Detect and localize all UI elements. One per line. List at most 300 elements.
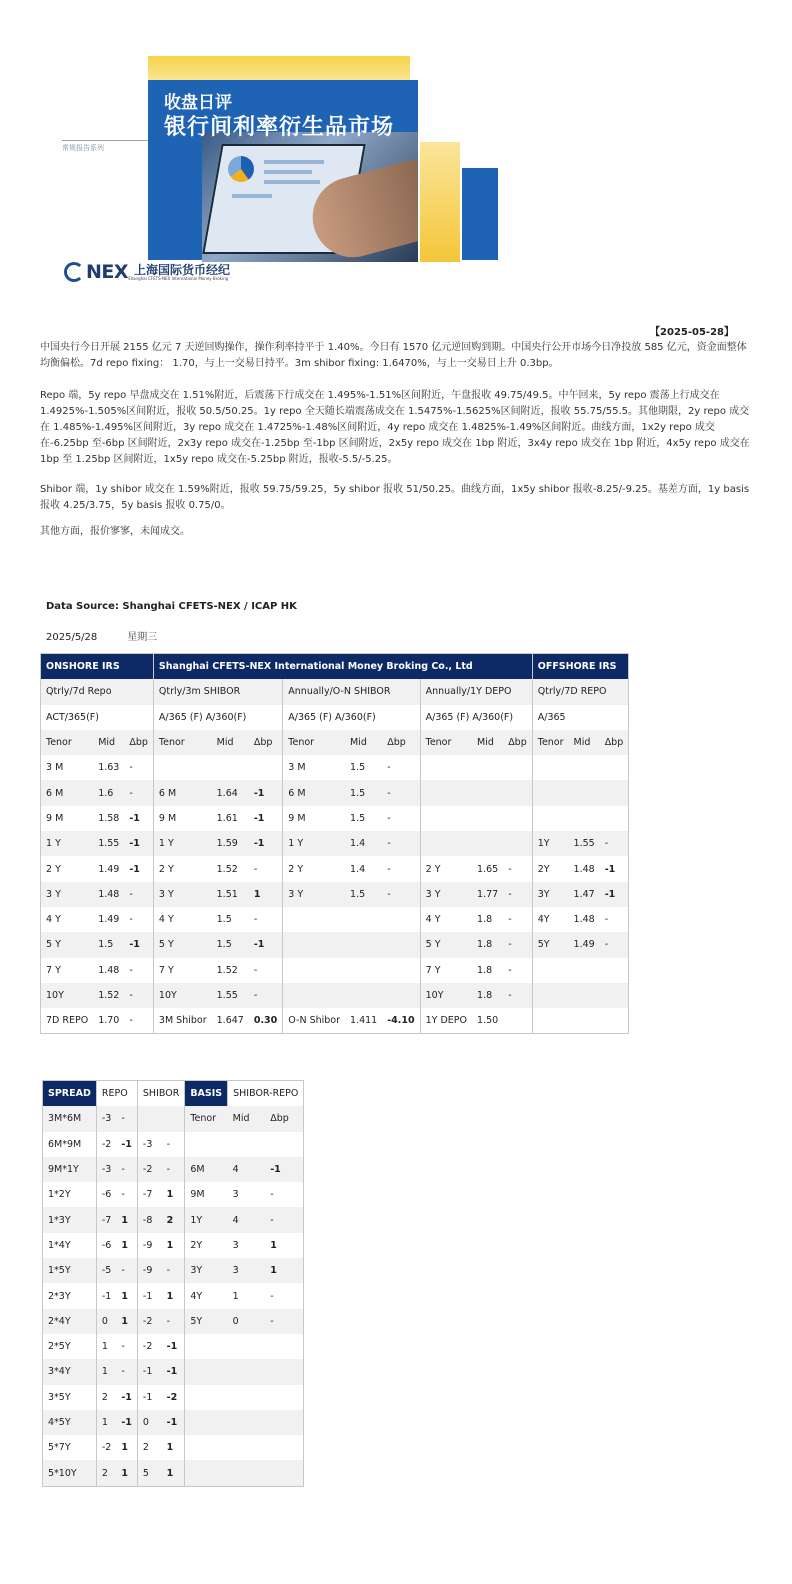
spread-cell: -1 bbox=[137, 1385, 161, 1410]
spread-cell: -1 bbox=[121, 1138, 132, 1150]
spread-cell: 3*5Y bbox=[48, 1391, 71, 1403]
basis-header: BASIS bbox=[185, 1081, 228, 1107]
irs-cell bbox=[472, 755, 503, 780]
irs-cell bbox=[503, 1008, 532, 1034]
irs-cell: 1.55 bbox=[569, 831, 600, 856]
irs-cell: 1.64 bbox=[212, 780, 249, 805]
irs-daycount-label: A/365 (F) A/360(F) bbox=[153, 705, 282, 730]
irs-cell: 5 Y bbox=[153, 932, 211, 957]
irs-cell: -1 bbox=[124, 932, 153, 957]
table-row bbox=[41, 907, 629, 932]
table-row bbox=[41, 958, 629, 983]
irs-cell bbox=[420, 780, 472, 805]
irs-cell bbox=[532, 958, 568, 983]
irs-cell: 1Y bbox=[532, 831, 568, 856]
spread-cell: 5 bbox=[137, 1460, 161, 1486]
irs-cell: - bbox=[253, 964, 258, 976]
spread-cell: -9 bbox=[137, 1233, 161, 1258]
irs-daycount-label: A/365 (F) A/360(F) bbox=[420, 705, 532, 730]
irs-cell: 5Y bbox=[532, 932, 568, 957]
irs-column-label: Δbp bbox=[124, 730, 153, 755]
irs-cell: 1.4 bbox=[350, 863, 366, 875]
table-row bbox=[43, 1309, 304, 1334]
offshore-irs-header: OFFSHORE IRS bbox=[532, 654, 629, 680]
spread-cell: 9M*1Y bbox=[43, 1157, 97, 1182]
spread-cell bbox=[265, 1132, 304, 1157]
irs-cell: - bbox=[382, 780, 420, 805]
spread-cell: 1 bbox=[96, 1359, 116, 1384]
spread-cell: - bbox=[116, 1157, 137, 1182]
irs-cell bbox=[345, 983, 382, 1008]
spread-cell bbox=[228, 1385, 266, 1410]
irs-cell: - bbox=[249, 983, 283, 1008]
spread-cell: -1 bbox=[265, 1157, 304, 1182]
table-weekday: 星期三 bbox=[127, 632, 158, 643]
irs-cell: 4 Y bbox=[420, 907, 472, 932]
spread-cell bbox=[265, 1435, 304, 1460]
table-row bbox=[43, 1258, 304, 1283]
spread-cell: Tenor bbox=[185, 1106, 228, 1131]
irs-cell bbox=[249, 755, 283, 780]
irs-cell: 1.8 bbox=[472, 983, 503, 1008]
spread-cell: 1*2Y bbox=[48, 1189, 71, 1201]
irs-cell: - bbox=[129, 1015, 133, 1027]
table-row bbox=[43, 1207, 304, 1232]
spread-cell: 5Y bbox=[185, 1309, 228, 1334]
spread-cell: Δbp bbox=[265, 1106, 304, 1131]
spread-cell bbox=[185, 1385, 228, 1410]
irs-cell: - bbox=[124, 780, 153, 805]
irs-cell: 2 Y bbox=[283, 856, 345, 881]
irs-cell: 1.49 bbox=[569, 932, 600, 957]
irs-cell: 1.48 bbox=[98, 964, 120, 976]
logo-mark-icon bbox=[64, 262, 84, 282]
irs-cell: 3 Y bbox=[41, 882, 94, 907]
spread-cell: -1 bbox=[162, 1410, 185, 1435]
spread-cell: -2 bbox=[166, 1391, 178, 1403]
irs-cell bbox=[283, 907, 345, 932]
irs-column-label: Tenor bbox=[153, 730, 211, 755]
repo-header: REPO bbox=[96, 1081, 137, 1107]
spread-cell: 1*5Y bbox=[43, 1258, 97, 1283]
irs-index-label: Qtrly/7D REPO bbox=[532, 679, 629, 704]
shibor-header: SHIBOR bbox=[137, 1081, 184, 1107]
logo-cn: 上海国际货币经纪 bbox=[134, 262, 231, 277]
irs-cell bbox=[600, 780, 629, 805]
irs-cell: - bbox=[382, 882, 420, 907]
irs-column-label: Mid bbox=[93, 730, 124, 755]
table-row bbox=[43, 1182, 304, 1207]
irs-cell bbox=[532, 983, 568, 1008]
irs-cell: - bbox=[382, 831, 420, 856]
irs-cell: 2 Y bbox=[420, 856, 472, 881]
irs-index-label: Annually/O-N SHIBOR bbox=[283, 679, 420, 704]
spread-cell bbox=[185, 1410, 228, 1435]
irs-cell: 1.47 bbox=[569, 882, 600, 907]
table-row bbox=[43, 1106, 304, 1131]
irs-cell: 3M Shibor bbox=[153, 1008, 211, 1034]
irs-index-label: Qtrly/3m SHIBOR bbox=[153, 679, 282, 704]
irs-cell: 1.8 bbox=[477, 964, 493, 976]
spread-header-row bbox=[43, 1081, 304, 1107]
irs-daycount-label: ACT/365(F) bbox=[46, 711, 99, 723]
irs-cell: 1.5 bbox=[216, 914, 232, 926]
irs-cell: - bbox=[129, 914, 133, 926]
spread-cell bbox=[228, 1410, 266, 1435]
irs-table bbox=[40, 653, 629, 1034]
irs-cell: -1 bbox=[249, 780, 283, 805]
irs-cell: 1.49 bbox=[98, 863, 120, 875]
irs-cell: 9 M bbox=[46, 812, 64, 824]
irs-column-label: Mid bbox=[212, 730, 249, 755]
irs-cell: -1 bbox=[124, 831, 153, 856]
irs-cell: 5 Y bbox=[420, 932, 472, 957]
spread-cell: - bbox=[265, 1207, 304, 1232]
irs-cell: 1 Y bbox=[283, 831, 345, 856]
irs-cell bbox=[382, 932, 420, 957]
irs-cell: - bbox=[508, 964, 512, 976]
irs-cell: 1.65 bbox=[477, 863, 499, 875]
irs-cell: - bbox=[129, 762, 133, 774]
spread-cell: -1 bbox=[116, 1410, 137, 1435]
irs-cell bbox=[532, 806, 568, 831]
tablet-photo bbox=[202, 132, 418, 262]
spread-cell: -1 bbox=[96, 1283, 116, 1308]
spread-cell: - bbox=[116, 1359, 137, 1384]
spread-cell: 2*5Y bbox=[48, 1341, 71, 1353]
spread-cell: -6 bbox=[96, 1233, 116, 1258]
irs-cell bbox=[569, 780, 600, 805]
irs-cell: 1.5 bbox=[212, 932, 249, 957]
table-date: 2025/5/28 bbox=[46, 632, 98, 643]
irs-cell: -1 bbox=[249, 831, 283, 856]
spread-cell: 2 bbox=[96, 1460, 116, 1486]
table-row bbox=[43, 1385, 304, 1410]
spread-cell: -8 bbox=[137, 1207, 161, 1232]
irs-cell bbox=[600, 958, 629, 983]
table-row bbox=[41, 780, 629, 805]
table-row bbox=[43, 1359, 304, 1384]
spread-cell: - bbox=[270, 1189, 274, 1201]
irs-cell: 1.51 bbox=[212, 882, 249, 907]
spread-cell: 4Y bbox=[185, 1283, 228, 1308]
irs-cell: 1 Y bbox=[153, 831, 211, 856]
irs-cell: 1.48 bbox=[573, 914, 595, 926]
irs-cell: 10Y bbox=[41, 983, 94, 1008]
irs-cell: 6 M bbox=[41, 780, 94, 805]
irs-cell: 0.30 bbox=[253, 1015, 278, 1027]
spread-table bbox=[42, 1080, 304, 1487]
irs-cell: 7 Y bbox=[420, 958, 472, 983]
irs-cell bbox=[345, 932, 382, 957]
irs-column-label: Tenor bbox=[420, 730, 472, 755]
spread-cell: Mid bbox=[228, 1106, 266, 1131]
spread-header: SPREAD bbox=[43, 1081, 97, 1107]
irs-cell: - bbox=[124, 983, 153, 1008]
table-row bbox=[41, 806, 629, 831]
irs-cell bbox=[345, 907, 382, 932]
spread-cell: 3 bbox=[232, 1189, 239, 1201]
irs-cell: 1.52 bbox=[216, 863, 238, 875]
spread-cell: 2*3Y bbox=[48, 1290, 71, 1302]
spread-cell: 1 bbox=[121, 1290, 128, 1302]
irs-cell: 2 Y bbox=[46, 863, 61, 875]
spread-cell: 5*10Y bbox=[43, 1460, 97, 1486]
irs-cell: 1.6 bbox=[93, 780, 124, 805]
irs-cell: -1 bbox=[129, 863, 140, 875]
irs-cell: 1.8 bbox=[472, 932, 503, 957]
irs-cell bbox=[503, 831, 532, 856]
paragraph-other: 其他方面，报价寥寥，未闻成交。 bbox=[40, 526, 190, 537]
banner-blue-block bbox=[462, 168, 498, 260]
spread-cell: 0 bbox=[228, 1309, 266, 1334]
spread-cell: - bbox=[162, 1309, 185, 1334]
spread-cell: -1 bbox=[137, 1283, 161, 1308]
irs-cell: 1.5 bbox=[345, 882, 382, 907]
irs-column-label: Δbp bbox=[503, 730, 532, 755]
irs-cell: 4Y bbox=[532, 907, 568, 932]
spread-cell bbox=[265, 1410, 304, 1435]
irs-cell bbox=[472, 780, 503, 805]
irs-cell: - bbox=[508, 914, 512, 926]
irs-cell: 1.48 bbox=[93, 882, 124, 907]
banner-title-line2: 银行间利率衍生品市场 bbox=[164, 115, 395, 140]
spread-cell: 2Y bbox=[185, 1233, 228, 1258]
spread-cell: 1 bbox=[121, 1442, 128, 1454]
irs-cell bbox=[569, 1008, 600, 1034]
irs-cell: -1 bbox=[253, 812, 265, 824]
spread-cell: 3*4Y bbox=[43, 1359, 97, 1384]
irs-cell: 1.4 bbox=[345, 831, 382, 856]
irs-cell: 3 Y bbox=[420, 882, 472, 907]
irs-cell: 1.48 bbox=[573, 863, 595, 875]
spread-cell: 0 bbox=[137, 1410, 161, 1435]
irs-cell: - bbox=[387, 863, 391, 875]
irs-cell bbox=[382, 958, 420, 983]
irs-cell: 1.77 bbox=[472, 882, 503, 907]
irs-cell: - bbox=[508, 863, 512, 875]
irs-cell: 1.52 bbox=[216, 964, 238, 976]
spread-cell: - bbox=[166, 1138, 171, 1150]
spread-cell bbox=[265, 1334, 304, 1359]
spread-cell: -1 bbox=[121, 1391, 132, 1403]
irs-cell: 1.5 bbox=[350, 762, 366, 774]
spread-cell: -5 bbox=[96, 1258, 116, 1283]
spread-cell: -6 bbox=[96, 1182, 116, 1207]
spread-cell bbox=[228, 1334, 266, 1359]
irs-cell: -1 bbox=[604, 863, 616, 875]
table-row bbox=[41, 856, 629, 881]
irs-cell: 7 Y bbox=[46, 964, 61, 976]
irs-cell bbox=[569, 958, 600, 983]
irs-cell: 1.5 bbox=[350, 812, 366, 824]
irs-cell bbox=[472, 831, 503, 856]
irs-header-row bbox=[41, 654, 629, 680]
spread-cell: 1 bbox=[121, 1239, 128, 1251]
irs-daycount-row bbox=[41, 705, 629, 730]
paragraph-market-open: 中国央行今日开展 2155 亿元 7 天逆回购操作，操作利率持平于 1.40%。今日有 1570 亿元逆回购到期。中国央行公开市场今日净投放 585 亿元，资金面整体均衡偏松。7d repo fixing： 1.70，与上一交易日持平。3m shibor fixing: 1.6470%，与上一交易日上升 0.3bp。 bbox=[40, 342, 747, 369]
irs-cell bbox=[503, 806, 532, 831]
spread-cell: 3M*6M bbox=[43, 1106, 97, 1131]
spread-cell: 4 bbox=[228, 1157, 266, 1182]
spread-cell: - bbox=[121, 1189, 125, 1201]
spread-cell bbox=[162, 1106, 185, 1131]
spread-cell: - bbox=[116, 1106, 137, 1131]
table-date-line bbox=[46, 628, 157, 643]
irs-cell bbox=[420, 755, 472, 780]
spread-cell: -2 bbox=[137, 1309, 161, 1334]
irs-cell: 9 M bbox=[283, 806, 345, 831]
irs-cell: 2 Y bbox=[153, 856, 211, 881]
shibor-repo-header: SHIBOR-REPO bbox=[228, 1081, 304, 1107]
irs-cell bbox=[532, 1008, 568, 1034]
report-date: 【2025-05-28】 bbox=[650, 327, 734, 338]
irs-column-label: Tenor bbox=[532, 730, 568, 755]
table-row bbox=[41, 755, 629, 780]
paragraph-repo: Repo 端，5y repo 早盘成交在 1.51%附近，后震荡下行成交在 1.495%-1.51%区间附近，午盘报收 49.75/49.5。中午回来，5y repo 震荡上行成交在 1.4925%-1.505%区间附近，报收 50.5/50.25。1y repo 全天随长端震荡成交在 1.5475%-1.5625%区间附近，报收 55.75/55.5。其他期限，2y repo 成交在 1.485%-1.495%区间附近，3y repo 成交在 1.4725%-1.48%区间附近，4y repo 成交在 1.4825%-1.49%区间附近。曲线方面，1x2y repo 成交在-6.25bp 至-6bp 区间附近，2x3y repo 成交在-1.25bp 至-1bp 区间附近，2x5y repo 成交在 1bp 附近，3x4y repo 成交在 1bp 附近，4x5y repo 成交在 1bp 至 1.25bp 区间附近，1x5y repo 成交在-5.25bp 附近，报收-5.5/-5.25。 bbox=[40, 390, 750, 465]
irs-cell: - bbox=[387, 762, 391, 774]
irs-cell: - bbox=[253, 863, 258, 875]
spread-cell bbox=[185, 1435, 228, 1460]
irs-cell: -1 bbox=[249, 932, 283, 957]
irs-column-label: Tenor bbox=[41, 730, 94, 755]
irs-cell bbox=[345, 958, 382, 983]
irs-cell bbox=[600, 755, 629, 780]
irs-cell: 1.55 bbox=[212, 983, 249, 1008]
spread-cell: 4*5Y bbox=[43, 1410, 97, 1435]
irs-cell: -4.10 bbox=[387, 1015, 415, 1027]
spread-cell: -1 bbox=[137, 1359, 161, 1384]
spread-cell: -7 bbox=[137, 1182, 161, 1207]
spread-cell: 1*4Y bbox=[48, 1239, 71, 1251]
onshore-irs-header: ONSHORE IRS bbox=[41, 654, 154, 680]
irs-cell: 3 Y bbox=[153, 882, 211, 907]
nex-logo bbox=[64, 260, 230, 284]
table-row bbox=[43, 1410, 304, 1435]
irs-cell: - bbox=[503, 932, 532, 957]
irs-cell bbox=[503, 780, 532, 805]
spread-cell bbox=[185, 1132, 228, 1157]
table-row bbox=[43, 1435, 304, 1460]
spread-cell: - bbox=[270, 1290, 274, 1302]
irs-cell bbox=[569, 983, 600, 1008]
irs-cell: - bbox=[124, 882, 153, 907]
table-row bbox=[41, 1008, 629, 1034]
irs-cell: 7D REPO bbox=[46, 1015, 89, 1027]
spread-cell bbox=[265, 1359, 304, 1384]
irs-cell: 1.647 bbox=[216, 1015, 244, 1027]
irs-cell: 3 M bbox=[283, 755, 345, 780]
irs-cell: 6 M bbox=[283, 780, 345, 805]
table-row bbox=[43, 1132, 304, 1157]
logo-text: NEX bbox=[86, 261, 129, 283]
irs-cell: 3 Y bbox=[283, 882, 345, 907]
irs-cell: - bbox=[600, 831, 629, 856]
irs-cell: 1.70 bbox=[98, 1015, 120, 1027]
irs-cell: 4 Y bbox=[46, 914, 61, 926]
spread-cell: 1Y bbox=[185, 1207, 228, 1232]
irs-column-label: Mid bbox=[472, 730, 503, 755]
spread-cell: -1 bbox=[166, 1341, 178, 1353]
spread-cell: 1 bbox=[162, 1460, 185, 1486]
irs-cell: 1.59 bbox=[212, 831, 249, 856]
spread-cell: -2 bbox=[137, 1334, 161, 1359]
irs-cell bbox=[283, 932, 345, 957]
irs-column-label: Tenor bbox=[283, 730, 345, 755]
spread-cell: 6M*9M bbox=[48, 1138, 82, 1150]
irs-cell bbox=[382, 983, 420, 1008]
spread-cell: - bbox=[265, 1309, 304, 1334]
spread-cell: - bbox=[162, 1258, 185, 1283]
spread-cell bbox=[185, 1460, 228, 1486]
irs-cell bbox=[212, 755, 249, 780]
irs-cell bbox=[503, 755, 532, 780]
spread-cell: 1 bbox=[96, 1334, 116, 1359]
spread-cell: -2 bbox=[137, 1157, 161, 1182]
table-row bbox=[43, 1460, 304, 1486]
irs-cell: - bbox=[503, 983, 532, 1008]
banner-yellow-block bbox=[420, 142, 460, 262]
spread-cell: 0 bbox=[96, 1309, 116, 1334]
irs-cell: -1 bbox=[129, 812, 140, 824]
irs-cell bbox=[382, 907, 420, 932]
irs-cell: - bbox=[387, 812, 391, 824]
irs-cell: - bbox=[600, 932, 629, 957]
irs-index-label: Qtrly/7d Repo bbox=[41, 679, 154, 704]
irs-cell: 10Y bbox=[420, 983, 472, 1008]
report-series-label: 常规报告系列 bbox=[62, 140, 148, 153]
spread-cell: -9 bbox=[137, 1258, 161, 1283]
spread-cell: -1 bbox=[162, 1359, 185, 1384]
irs-cell: - bbox=[604, 914, 609, 926]
spread-cell: -7 bbox=[96, 1207, 116, 1232]
spread-cell: - bbox=[116, 1258, 137, 1283]
spread-cell bbox=[228, 1132, 266, 1157]
spread-cell: 2 bbox=[162, 1207, 185, 1232]
irs-cell: 6 M bbox=[153, 780, 211, 805]
logo-sub: Shanghai CFETS-NEX International Money Broking bbox=[128, 275, 229, 281]
irs-cell: 10Y bbox=[153, 983, 211, 1008]
spread-cell: 1 bbox=[116, 1309, 137, 1334]
table-row bbox=[41, 831, 629, 856]
irs-cell bbox=[283, 983, 345, 1008]
irs-cell: 1.49 bbox=[98, 914, 120, 926]
spread-cell: -3 bbox=[96, 1157, 116, 1182]
irs-cell: 4 Y bbox=[153, 907, 211, 932]
spread-cell: -3 bbox=[137, 1132, 161, 1157]
irs-cell: 2Y bbox=[532, 856, 568, 881]
irs-cell: 1.61 bbox=[216, 812, 238, 824]
spread-cell: 1 bbox=[166, 1290, 174, 1302]
report-banner bbox=[60, 52, 500, 284]
table-row bbox=[43, 1157, 304, 1182]
table-row bbox=[43, 1283, 304, 1308]
irs-cell: 7 Y bbox=[153, 958, 211, 983]
spread-cell: 2*4Y bbox=[43, 1309, 97, 1334]
spread-cell: -2 bbox=[96, 1132, 116, 1157]
spread-cell: 9M bbox=[185, 1182, 228, 1207]
spread-cell: 1 bbox=[116, 1207, 137, 1232]
spread-cell bbox=[265, 1385, 304, 1410]
irs-cell: 3 M bbox=[46, 762, 64, 774]
irs-column-label: Δbp bbox=[382, 730, 420, 755]
irs-cell: 1 bbox=[249, 882, 283, 907]
table-row bbox=[41, 882, 629, 907]
irs-cell bbox=[153, 755, 211, 780]
spread-cell: 1 bbox=[96, 1410, 116, 1435]
spread-cell bbox=[137, 1106, 161, 1131]
irs-index-label: Annually/1Y DEPO bbox=[420, 679, 532, 704]
